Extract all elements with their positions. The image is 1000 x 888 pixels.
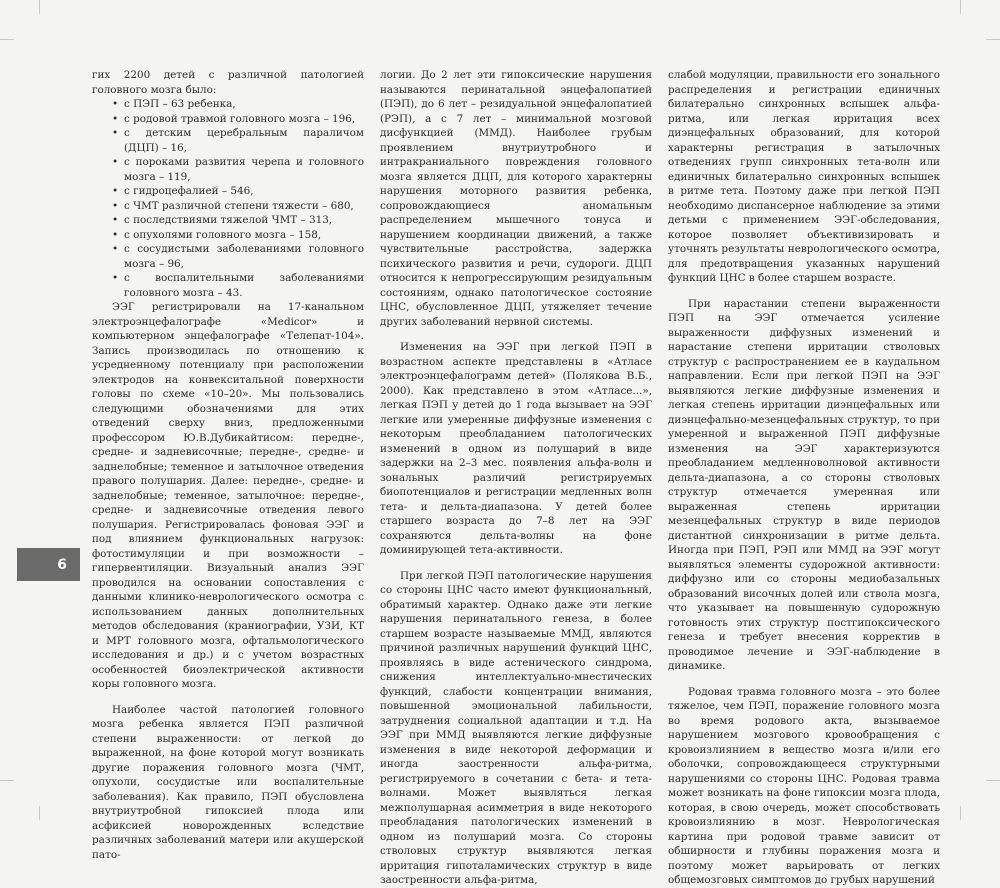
list-item: • с детским церебральным параличом (ДЦП) – 16,	[112, 126, 364, 155]
crop-mark	[39, 0, 40, 14]
bullet-list	[92, 97, 364, 300]
list-item: • с пороками развития черепа и головного мозга – 119,	[112, 155, 364, 184]
list-item: • с воспалительными заболеваниями головного мозга – 43.	[112, 271, 364, 300]
crop-mark	[39, 806, 40, 820]
list-item: • с последствиями тяжелой ЧМТ – 313,	[112, 213, 364, 228]
paragraph: Наиболее частой патологией головного мозга ребенка является ПЭП различной степени выраженности: от легкой до выраженной, на фоне которой могут возникать другие поражения головного мозга (ЧМТ, опухоли, сосудистые или воспалительные заболевания). Как правило, ПЭП обусловлена внутриутробной гипоксией плода или асфиксией новорожденных вследствие различных заболеваний матери или акушерской пато-	[92, 703, 364, 861]
page-number-tab	[17, 548, 80, 581]
paragraph: Родовая травма головного мозга – это более тяжелое, чем ПЭП, поражение головного мозга во время родового акта, вызываемое нарушением мозгового кровообращения с кровоизлиянием в вещество мозга и/или его оболочки, сопровождающееся структурными нарушениями со стороны ЦНС. Родовая травма может возникать на фоне гипоксии мозга плода, которая, в свою очередь, может способствовать кровоизлиянию в мозг. Неврологическая картина при родовой травме зависит от обширности и глубины поражения мозга и поэтому может варьировать от легких общемозговых симптомов до грубых нарушений	[668, 685, 940, 886]
paragraph: При легкой ПЭП патологические нарушения со стороны ЦНС часто имеют функциональный, обратимый характер. Однако даже эти легкие нарушения перинатального генеза, в более старшем возрасте называемые ММД, являются причиной различных нарушений функций ЦНС, проявляясь в виде астенического синдрома, снижения интеллектуально-мнестических функций, слабости концентрации внимания, повышенной эмоциональной лабильности, затруднения социальной адаптации и т.д. На ЭЭГ при ММД выявляются легкие диффузные изменения в виде некоторой деформации и иногда заостренности альфа-ритма, регистрируемого в сочетании с бета- и тета-волнами. Может выявляться легкая межполушарная асимметрия в виде некоторого преобладания патологических изменений в одном из полушарий мозга. Со стороны стволовых структур выявляются легкая ирритация гипоталамических структур в виде заостренности альфа-ритма,	[380, 569, 652, 886]
crop-mark	[0, 39, 14, 40]
crop-mark	[0, 780, 14, 781]
paragraph: логии. До 2 лет эти гипоксические нарушения называются перинатальной энцефалопатией (ПЭП), до 6 лет – резидуальной энцефалопатией (РЭП), а с 7 лет – минимальной мозговой дисфункцией (ММД). Наиболее грубым проявлением внутриутробного и интракраниального повреждения головного мозга является ДЦП, для которого характерны нарушения моторного развития ребенка, сопровождающиеся аномальным распределением мышечного тонуса и нарушением координации движений, а также чувствительные расстройства, задержка психического развития и речи, судороги. ДЦП относится к непрогрессирующим резидуальным состояниям, однако патологическое состояние ЦНС, обусловленное ДЦП, утяжеляет течение других заболеваний нервной системы.	[380, 69, 652, 328]
crop-mark	[986, 780, 1000, 781]
paragraph: Изменения на ЭЭГ при легкой ПЭП в возрастном аспекте представлены в «Атласе электроэнцефалограмм детей» (Полякова В.Б., 2000). Как представлено в этом «Атласе...», легкая ПЭП у детей до 1 года вызывает на ЭЭГ легкие или умеренные диффузные изменения с некоторым преобладанием патологических изменений в одном из полушарий в виде задержки на 2–3 мес. появления альфа-волн и зональных различий регистрируемых биопотенциалов и регистрации медленных волн тета- и дельта-диапазона. У детей более старшего возраста до 7–8 лет на ЭЭГ сохраняются дельта-волны на фоне доминирующей тета-активности.	[380, 341, 652, 556]
crop-mark	[960, 806, 961, 820]
list-item: • с гидроцефалией – 546,	[112, 184, 364, 199]
crop-mark	[986, 39, 1000, 40]
paragraph: гих 2200 детей с различной патологией головного мозга было:	[92, 69, 364, 96]
list-item: • с опухолями головного мозга – 158,	[112, 228, 364, 243]
paragraph: ЭЭГ регистрировали на 17-канальном электроэнцефалографе «Medicor» и компьютерном энцефалографе «Телепат-104». Запись производилась по отношению к усредненному потенциалу при расположении электродов на конвекситальной поверхности головы по схеме «10–20». Мы пользовались следующими обозначениями для этих отведений сверху вниз, предложенными профессором Ю.В.Дубикайтисом: передне-, средне- и задневисочные; передне-, средне- и заднелобные; теменное и затылочное отведения правого полушария. Далее: передне-, средне- и заднелобные; теменное, затылочное: передне-, средне- и задневисочные отведения левого полушария. Регистрировалась фоновая ЭЭГ и под влиянием функциональных нагрузок: фотостимуляции и при возможности – гипервентиляции. Визуальный анализ ЭЭГ проводился на основании сопоставления с данными клинико-неврологического осмотра с использованием данных дополнительных методов обследования (краниографии, УЗИ, КТ и МРТ головного мозга, офтальмологического исследования и др.) и с учетом возрастных особенностей биоэлектрической активности коры головного мозга.	[92, 301, 364, 690]
paragraph: При нарастании степени выраженности ПЭП на ЭЭГ отмечается усиление выраженности диффузных изменений и нарастание степени ирритации стволовых структур с распространением ее в каудальном направлении. Если при легкой ПЭП на ЭЭГ выявляются легкие диффузные изменения и легкая степень ирритации диэнцефальных или диэнцефально-мезенцефальных структур, то при умеренной и выраженной ПЭП диффузные изменения на ЭЭГ характеризуются преобладанием медленноволновой активности дельта-диапазона, а со стороны стволовых структур отмечается умеренная или выраженная степень ирритации мезенцефальных структур в виде периодов дистантной синхронизации в ритме дельта. Иногда при ПЭП, РЭП или ММД на ЭЭГ могут выявляться элементы судорожной активности: диффузно или со стороны медиобазальных образований височных долей или ствола мозга, что указывает на повышенную судорожную готовность этих структур постгипоксического генеза и требует внесения корректив в проводимое лечение и ЭЭГ-наблюдение в динамике.	[668, 297, 940, 672]
list-item: • с ПЭП – 63 ребенка,	[112, 97, 364, 112]
text-column-2	[380, 68, 652, 888]
list-item: • с сосудистыми заболеваниями головного мозга – 96,	[112, 242, 364, 271]
list-item: • с ЧМТ различной степени тяжести – 680,	[112, 199, 364, 214]
list-item: • с родовой травмой головного мозга – 196,	[112, 112, 364, 127]
text-column-1	[92, 68, 364, 862]
page-number: 6	[57, 556, 67, 573]
paragraph: слабой модуляции, правильности его зонального распределения и регистрации единичных билатерально синхронных вспышек альфа-ритма, или легкая ирритация всех диэнцефальных образований, для которой характерны регистрация в затылочных отведениях групп синхронных тета-волн или единичных билатерально синхронных вспышек в ритме тета. Поэтому даже при легкой ПЭП необходимо диспансерное наблюдение за этими детьми с применением ЭЭГ-обследования, которое позволяет объективизировать и уточнять результаты неврологического осмотра, для предотвращения указанных нарушений функций ЦНС в более старшем возрасте.	[668, 69, 940, 284]
crop-mark	[960, 0, 961, 14]
text-column-3	[668, 68, 940, 888]
